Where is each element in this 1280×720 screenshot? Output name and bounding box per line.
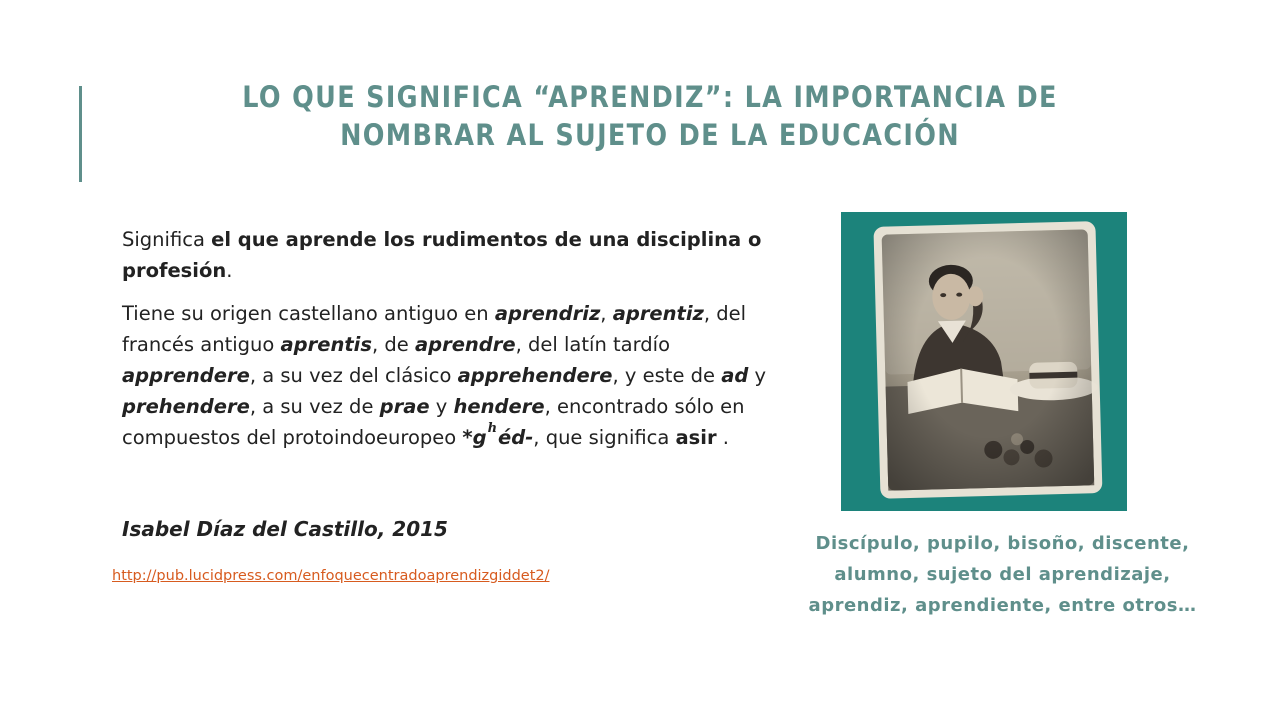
boy-photo-illustration: [841, 212, 1127, 511]
slide-title: LO QUE SIGNIFICA “APRENDIZ”: LA IMPORTANCIA DE NOMBRAR AL SUJETO DE LA EDUCACIÓN: [242, 80, 1058, 152]
vintage-photo: [841, 212, 1127, 511]
accent-bar: [79, 86, 82, 182]
source-link[interactable]: http://pub.lucidpress.com/enfoquecentradoaprendizgiddet2/: [112, 568, 550, 584]
author-citation: Isabel Díaz del Castillo, 2015: [122, 517, 448, 541]
paragraph-etymology: Tiene su origen castellano antiguo en aprendriz, aprentiz, del francés antiguo aprentis, de aprendre, del latín tardío apprendere, a su vez del clásico apprehendere, y este de ad y prehendere, a su vez de prae y hendere, encontrado sólo en compuestos del protoindoeuropeo $*g^héd-$, que significa asir .: [122, 302, 767, 449]
synonyms-caption: Discípulo, pupilo, bisoño, discente, alumno, sujeto del aprendizaje, aprendiz, aprendiente, entre otros…: [808, 533, 1197, 616]
body-text: [122, 224, 802, 468]
superscript-h: h: [487, 421, 498, 436]
paragraph-definition: Significa el que aprende los rudimentos de una disciplina o profesión.: [122, 228, 762, 282]
definition-text: el que aprende los rudimentos de una disciplina o profesión: [122, 228, 762, 282]
